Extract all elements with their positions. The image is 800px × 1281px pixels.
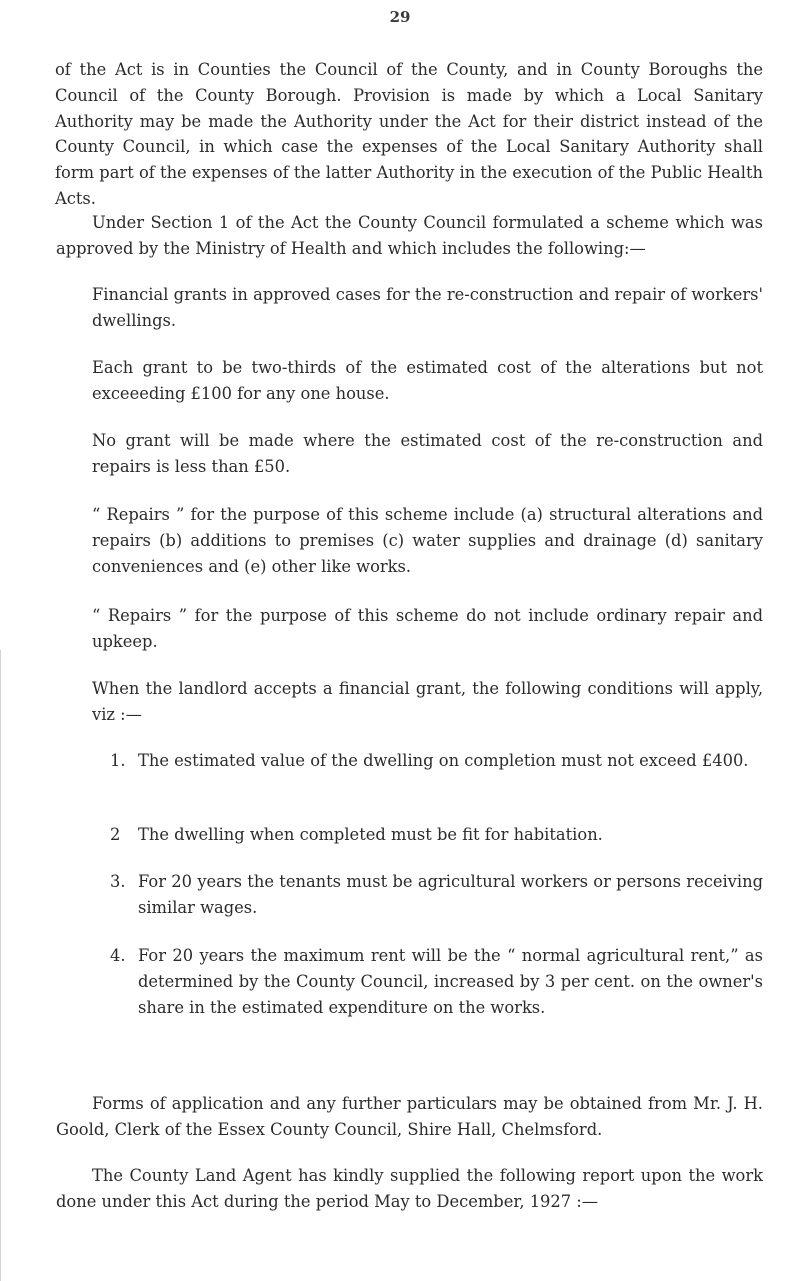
paragraph-local-authority: of the Act is in Counties the Council of the County, and in County Boroughs the Council of the County Borough. Provision is made by which a Local Sanitary Authority may be made the Authority under the Act for their district instead of the County Council, in which case the expenses of the Local Sanitary Authority shall form part of the expenses of the latter Authority in the execution of the Public Health Acts. [55, 60, 763, 208]
paragraph-application-forms: Forms of application and any further particulars may be obtained from Mr. J. H. Goold, Clerk of the Essex County Council, Shire Hall, Chelmsford. [56, 1094, 763, 1139]
condition-number: 3. [110, 872, 126, 891]
condition-item [110, 943, 763, 1020]
paragraph-grant-amount: Each grant to be two-thirds of the estimated cost of the alterations but not exceeeding £100 for any one house. [92, 358, 763, 403]
condition-text: The estimated value of the dwelling on completion must not exceed £400. [138, 751, 749, 770]
condition-item [110, 748, 763, 774]
condition-item [110, 822, 763, 848]
page-number: 29 [389, 8, 411, 26]
condition-text: The dwelling when completed must be fit for habitation. [138, 825, 603, 844]
condition-number: 2 [110, 825, 121, 844]
paragraph-land-agent-report: The County Land Agent has kindly supplied the following report upon the work done under this Act during the period May to December, 1927 :— [56, 1166, 763, 1211]
condition-number: 1. [110, 751, 126, 770]
condition-text: For 20 years the tenants must be agricultural workers or persons receiving similar wages. [138, 872, 763, 917]
paragraph-repairs-include: “ Repairs ” for the purpose of this scheme include (a) structural alterations and repairs (b) additions to premises (c) water supplies and drainage (d) sanitary conveniences and (e) other like works. [92, 505, 763, 576]
scan-edge-shadow [0, 650, 1, 1281]
paragraph-scheme-intro: Under Section 1 of the Act the County Council formulated a scheme which was approved by the Ministry of Health and which includes the following:— [56, 213, 763, 258]
paragraph-financial-grants: Financial grants in approved cases for the re-construction and repair of workers' dwellings. [92, 285, 763, 330]
paragraph-minimum-cost: No grant will be made where the estimated cost of the re-construction and repairs is less than £50. [92, 431, 763, 476]
condition-text: For 20 years the maximum rent will be the “ normal agricultural rent,” as determined by the County Council, increased by 3 per cent. on the owner's share in the estimated expenditure on the works. [138, 946, 763, 1017]
condition-item [110, 869, 763, 921]
paragraph-repairs-exclude: “ Repairs ” for the purpose of this scheme do not include ordinary repair and upkeep. [92, 606, 763, 651]
paragraph-conditions-intro: When the landlord accepts a financial grant, the following conditions will apply, viz :— [92, 679, 763, 724]
condition-number: 4. [110, 946, 126, 965]
